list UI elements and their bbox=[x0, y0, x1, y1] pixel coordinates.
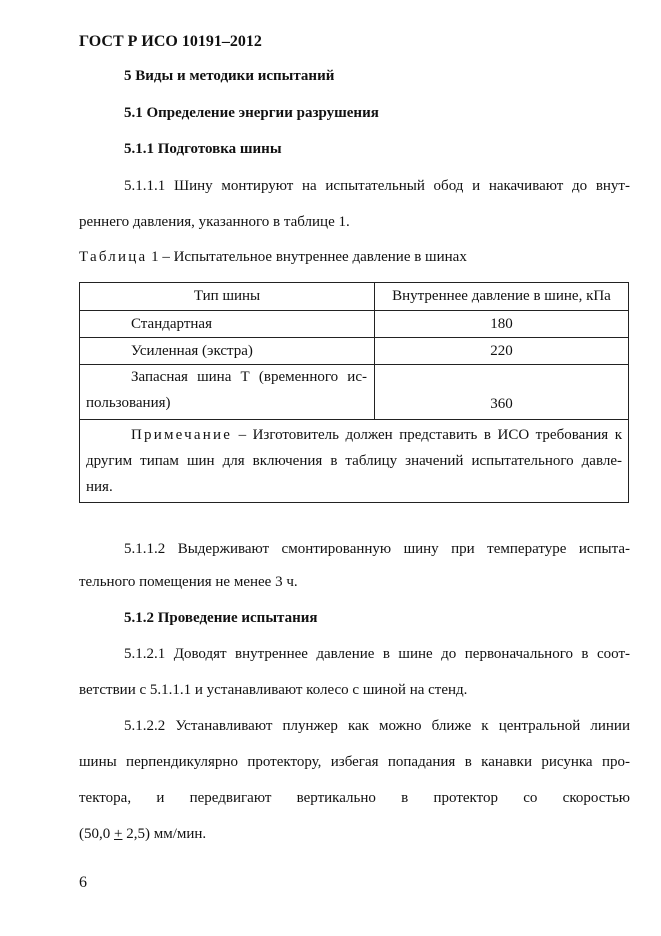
table-note-label: Примечание bbox=[131, 427, 233, 443]
table-row bbox=[80, 311, 629, 338]
page-number: 6 bbox=[79, 874, 87, 891]
table-note-line2: другим типам шин для включения в таблицу значений испытательного давле- bbox=[86, 453, 622, 469]
table-cell-value: 360 bbox=[375, 365, 629, 420]
speed-value-start: (50,0 bbox=[79, 826, 114, 842]
document-header: ГОСТ Р ИСО 10191–2012 bbox=[79, 33, 262, 50]
table-note-text: – Изготовитель должен представить в ИСО требования к bbox=[238, 427, 623, 443]
section-5-heading: 5 Виды и методики испытаний bbox=[124, 68, 335, 84]
table-note bbox=[80, 420, 629, 503]
paragraph-5-1-2-1-line1: 5.1.2.1 Доводят внутреннее давление в шине до первоначального в соот- bbox=[124, 646, 630, 662]
table-note-line3: ния. bbox=[86, 479, 113, 495]
plus-minus-sign: + bbox=[114, 826, 123, 842]
table-cell-type-line1: Запасная шина Т (временного ис- bbox=[131, 369, 367, 385]
table-cell-type-line2: пользования) bbox=[86, 395, 171, 411]
speed-value-end: 2,5) мм/мин. bbox=[122, 826, 207, 842]
table-row bbox=[80, 338, 629, 365]
paragraph-5-1-1-1-line1: 5.1.1.1 Шину монтируют на испытательный обод и накачивают до внут- bbox=[124, 178, 630, 194]
table-header-tire-type: Тип шины bbox=[80, 283, 375, 311]
paragraph-5-1-2-2-line3: тектора, и передвигают вертикально в протектор со скоростью bbox=[79, 790, 630, 806]
table-cell-value: 180 bbox=[375, 311, 629, 338]
paragraph-5-1-1-2-line2: тельного помещения не менее 3 ч. bbox=[79, 574, 298, 590]
paragraph-5-1-1-1-line2: реннего давления, указанного в таблице 1. bbox=[79, 214, 350, 230]
paragraph-5-1-2-2-line2: шины перпендикулярно протектору, избегая попадания в канавки рисунка про- bbox=[79, 754, 630, 770]
paragraph-5-1-2-1-line2: ветствии с 5.1.1.1 и устанавливают колесо с шиной на стенд. bbox=[79, 682, 468, 698]
table-cell-type: Стандартная bbox=[80, 311, 375, 338]
table-note-line1 bbox=[131, 427, 622, 444]
table-cell-value: 220 bbox=[375, 338, 629, 365]
table-note-row bbox=[80, 420, 629, 503]
paragraph-5-1-2-2-line4 bbox=[79, 826, 206, 843]
section-5-1-2-heading: 5.1.2 Проведение испытания bbox=[124, 610, 318, 626]
table-cell-type bbox=[80, 365, 375, 420]
table-caption-text: 1 – Испытательное внутреннее давление в шинах bbox=[151, 249, 467, 265]
section-5-1-heading: 5.1 Определение энергии разрушения bbox=[124, 105, 379, 121]
table-cell-type: Усиленная (экстра) bbox=[80, 338, 375, 365]
table-header-pressure: Внутреннее давление в шине, кПа bbox=[375, 283, 629, 311]
pressure-table bbox=[79, 282, 629, 503]
table-caption bbox=[79, 249, 467, 266]
section-5-1-1-heading: 5.1.1 Подготовка шины bbox=[124, 141, 282, 157]
table-row bbox=[80, 365, 629, 420]
table-caption-label: Таблица bbox=[79, 249, 148, 265]
paragraph-5-1-2-2-line1: 5.1.2.2 Устанавливают плунжер как можно ближе к центральной линии bbox=[124, 718, 630, 734]
paragraph-5-1-1-2-line1: 5.1.1.2 Выдерживают смонтированную шину при температуре испыта- bbox=[124, 541, 630, 557]
